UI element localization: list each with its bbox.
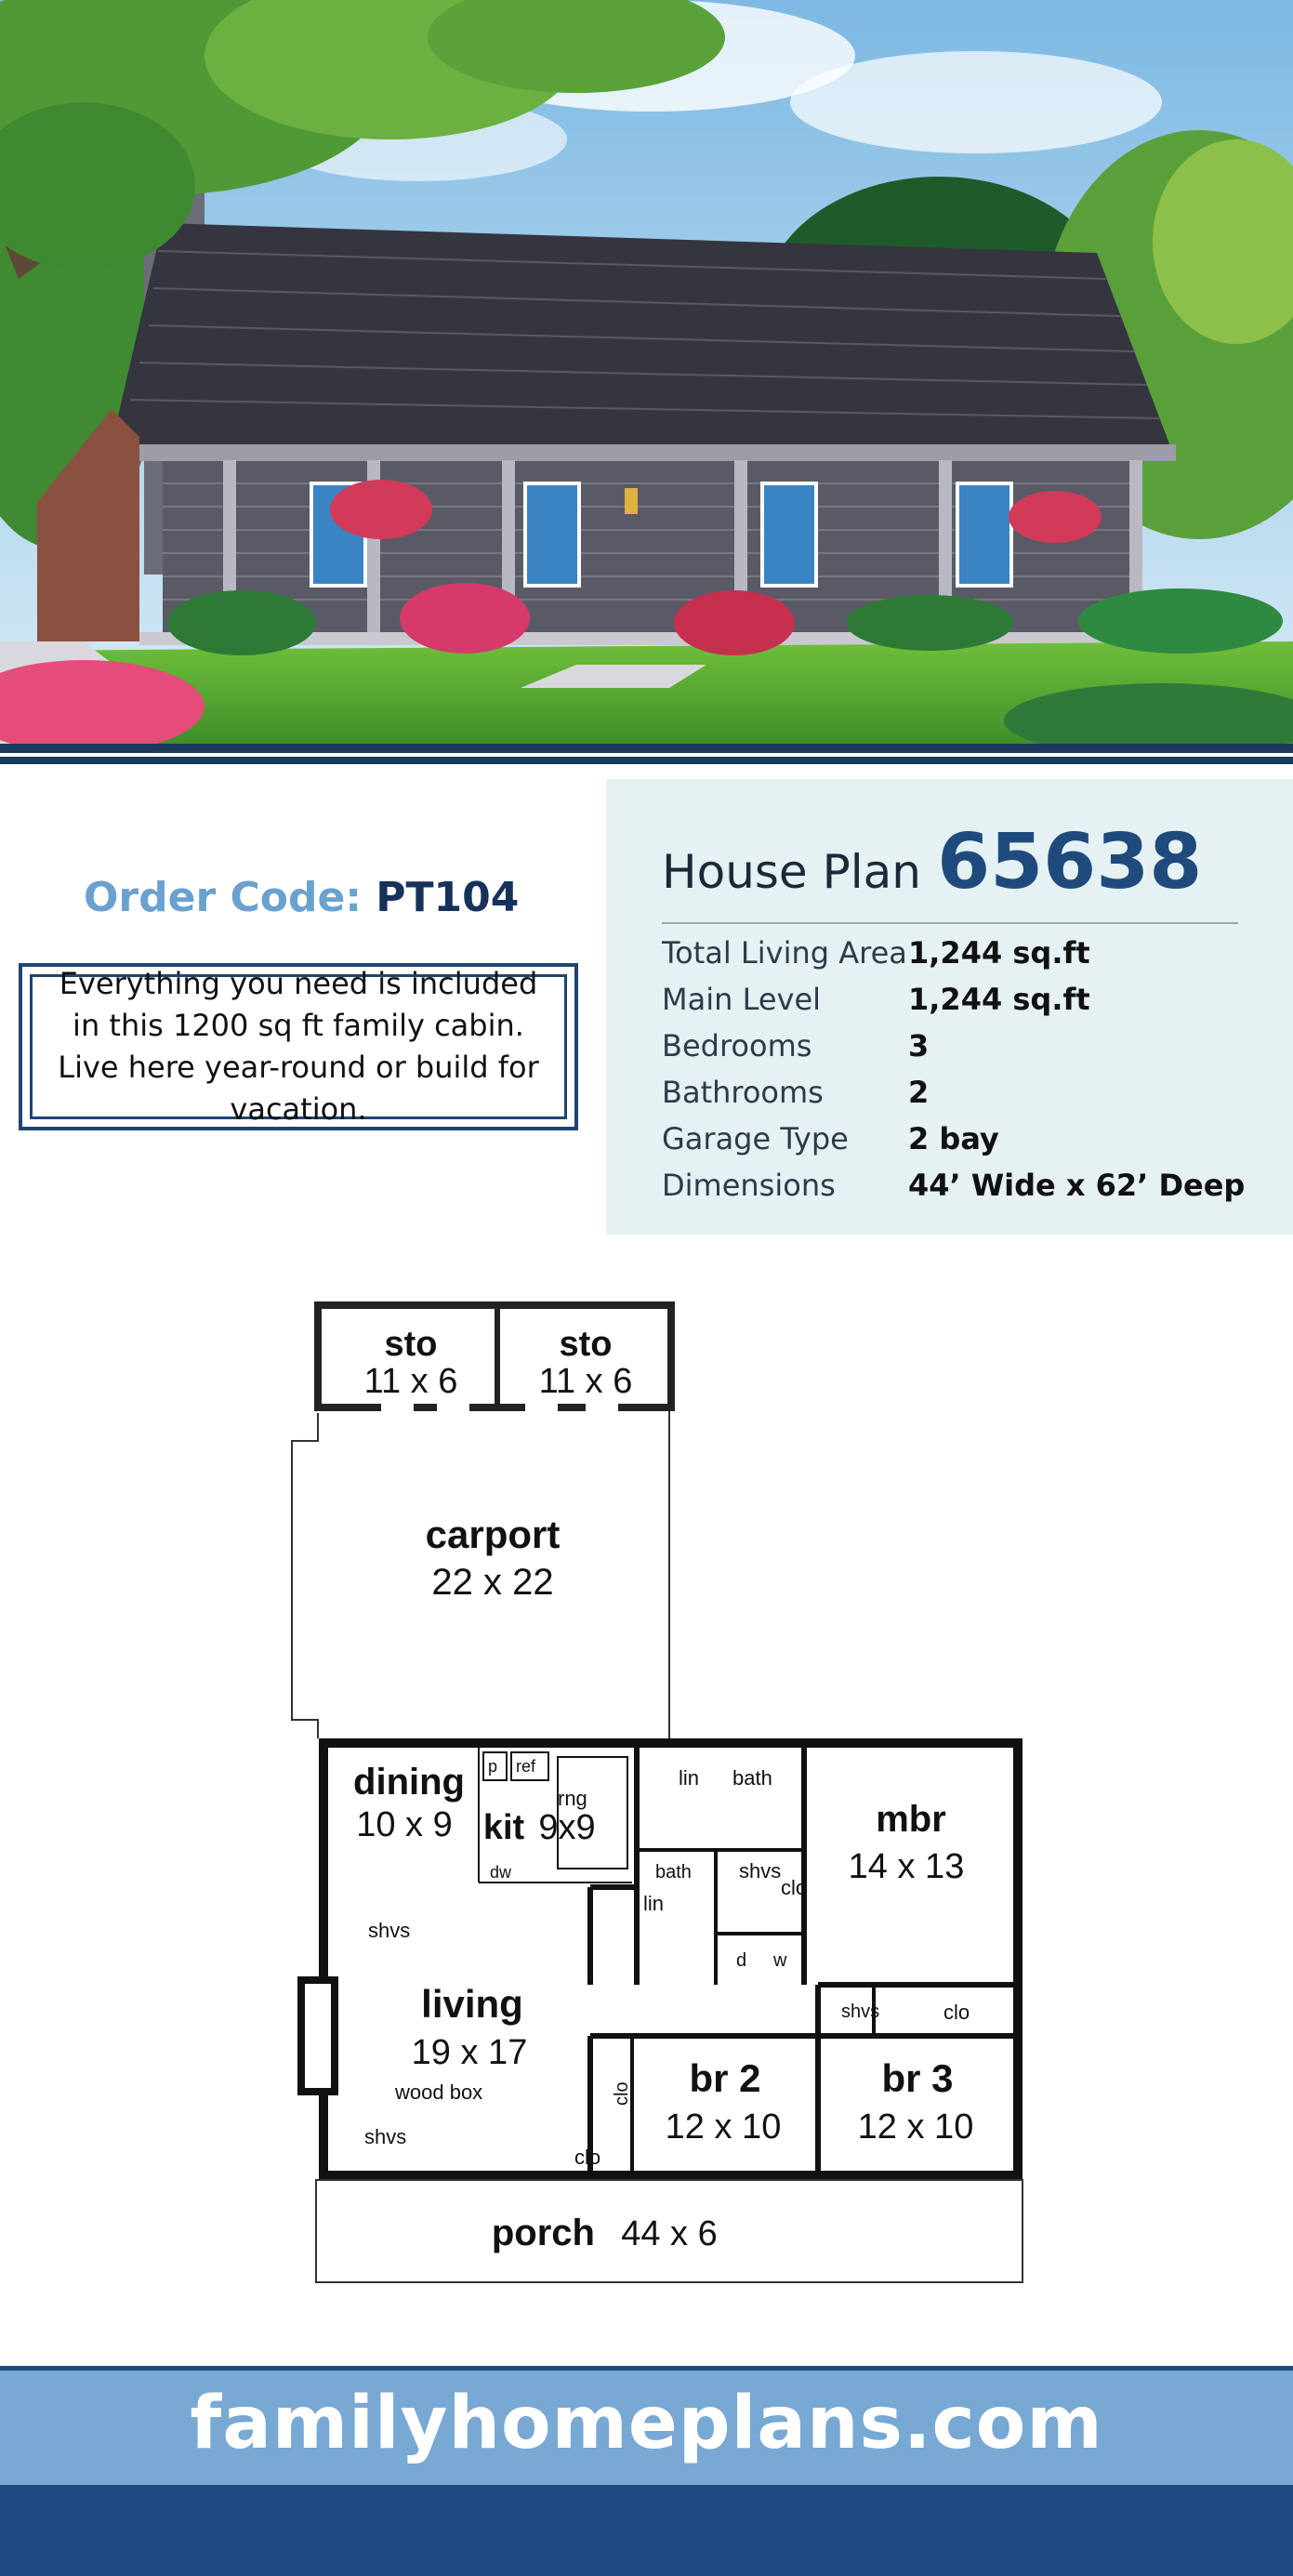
plan-number: 65638 bbox=[937, 818, 1203, 906]
hero-divider-bottom bbox=[0, 757, 1293, 764]
fixture-label: shvs bbox=[364, 2125, 407, 2148]
fixture-label: dw bbox=[490, 1863, 512, 1882]
spec-key: Total Living Area bbox=[662, 935, 907, 971]
living-name: living bbox=[421, 1982, 523, 2026]
fixture-label: wood box bbox=[395, 2081, 483, 2104]
fixture-label: shvs bbox=[841, 2001, 880, 2022]
kit-dim: 9x9 bbox=[538, 1808, 596, 1847]
spec-key: Bedrooms bbox=[662, 1028, 812, 1063]
br3-name: br 3 bbox=[881, 2056, 954, 2100]
kit-name: kit bbox=[482, 1808, 525, 1847]
spec-value: 2 bay bbox=[908, 1121, 999, 1156]
sto-dim: 11 x 6 bbox=[538, 1362, 633, 1401]
fixture-label: d bbox=[736, 1950, 747, 1971]
spec-key: Bathrooms bbox=[662, 1075, 824, 1110]
sto-name: sto bbox=[384, 1325, 438, 1364]
spec-key: Dimensions bbox=[662, 1168, 836, 1203]
fixture-label: clo bbox=[574, 2146, 601, 2169]
description-inner bbox=[30, 966, 567, 1127]
mbr-dim: 14 x 13 bbox=[848, 1847, 965, 1886]
porch-name: porch bbox=[491, 2213, 595, 2253]
specs-panel bbox=[606, 779, 1293, 1235]
order-code-value: PT104 bbox=[376, 874, 520, 921]
fixture-label: rng bbox=[558, 1787, 587, 1810]
hero-divider-top bbox=[0, 744, 1293, 753]
spec-value: 2 bbox=[908, 1075, 930, 1110]
specs-divider bbox=[662, 922, 1238, 924]
carport-dim: 22 x 22 bbox=[431, 1562, 554, 1603]
br2-name: br 2 bbox=[689, 2056, 761, 2100]
carport-name: carport bbox=[425, 1513, 561, 1556]
mbr-name: mbr bbox=[876, 1799, 946, 1840]
fixture-label: lin bbox=[679, 1766, 700, 1790]
floor-plan bbox=[279, 1292, 1041, 2292]
sto-name: sto bbox=[559, 1325, 613, 1364]
footer-bar bbox=[0, 2485, 1293, 2576]
footer-banner bbox=[0, 2366, 1293, 2485]
spec-key: Garage Type bbox=[662, 1121, 849, 1156]
dining-dim: 10 x 9 bbox=[356, 1805, 453, 1844]
br2-dim: 12 x 10 bbox=[665, 2107, 782, 2147]
plan-title bbox=[662, 818, 1202, 906]
fixture-label: shvs bbox=[739, 1859, 782, 1882]
fixture-label: ref bbox=[516, 1757, 536, 1776]
order-code-label: Order Code: bbox=[84, 874, 362, 921]
description-box bbox=[19, 963, 578, 1130]
fixture-label: clo bbox=[612, 2081, 632, 2106]
fixture-label: bath bbox=[732, 1766, 772, 1790]
dining-name: dining bbox=[353, 1762, 465, 1803]
spec-key: Main Level bbox=[662, 982, 822, 1017]
footer-site[interactable]: familyhomeplans.com bbox=[190, 2382, 1103, 2465]
sto-dim: 11 x 6 bbox=[363, 1362, 458, 1401]
fixture-label: bath bbox=[655, 1862, 692, 1882]
fixture-label: w bbox=[773, 1950, 787, 1971]
fixture-label: lin bbox=[643, 1892, 665, 1915]
spec-value: 1,244 sq.ft bbox=[908, 935, 1090, 971]
plan-label: House Plan bbox=[662, 845, 921, 899]
spec-value: 3 bbox=[908, 1028, 930, 1063]
fixture-label: p bbox=[488, 1757, 498, 1776]
description-text: Everything you need is included in this 1200 sq ft family cabin. Live here year-round or build for vacation. bbox=[58, 966, 539, 1127]
fixture-label: shvs bbox=[368, 1919, 411, 1942]
spec-value: 44’ Wide x 62’ Deep bbox=[908, 1168, 1246, 1203]
house-illustration bbox=[0, 0, 1293, 744]
spec-value: 1,244 sq.ft bbox=[908, 982, 1090, 1017]
br3-dim: 12 x 10 bbox=[857, 2107, 974, 2147]
living-dim: 19 x 17 bbox=[411, 2033, 528, 2072]
fixture-label: clo bbox=[781, 1876, 808, 1899]
porch-dim: 44 x 6 bbox=[621, 2214, 718, 2253]
order-code bbox=[84, 874, 519, 921]
fixture-label: clo bbox=[943, 2001, 970, 2024]
